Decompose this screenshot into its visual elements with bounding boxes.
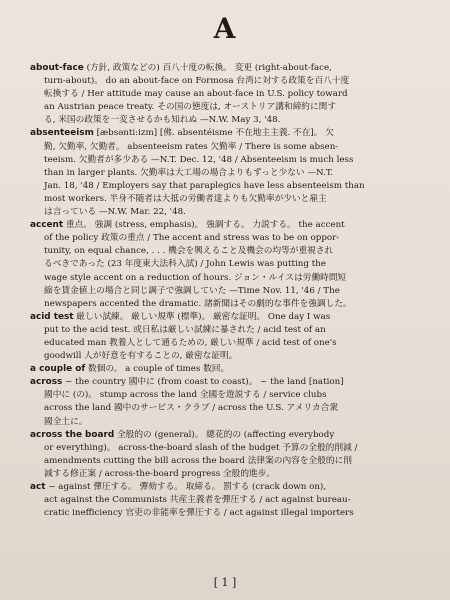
entry-line: 厳しい試練。 厳しい規準 (標準)。 厳密な証明。 One day I was bbox=[73, 311, 331, 322]
entry-headword: accent bbox=[30, 220, 64, 231]
entry-line: ~ the country 國中に (from coast to coast)。 ~ the land [nation] bbox=[62, 377, 344, 388]
entry-first-line bbox=[30, 481, 436, 494]
entry-line: most workers. 半身不随者は大抵の労働者達よりも欠勤率が少いと雇主 bbox=[44, 193, 327, 204]
entry-first-line bbox=[30, 311, 436, 324]
entry-line: turn-about)。 do an about-face on Formosa 台湾に対する政策を百八十度 bbox=[44, 76, 350, 87]
dictionary-entry bbox=[30, 62, 436, 127]
entry-first-line bbox=[30, 376, 436, 389]
entry-line: or everything)。 across-the-board slash of the budget 予算の全般的削減 / bbox=[44, 442, 358, 453]
entry-line: of the policy 政策の重点 / The accent and stress was to be on oppor- bbox=[44, 233, 340, 244]
entry-line: 國全土に。 bbox=[44, 416, 88, 427]
entry-headword: about-face bbox=[30, 63, 84, 73]
entry-line: 縮を賃金値上の場合と同じ調子で強調していた —Time Nov. 11, '46 / The bbox=[44, 285, 340, 296]
entry-line: cratic inefficiency 官吏の非能率を彈圧する / act against illegal importers bbox=[44, 508, 354, 519]
entry-line: (方針, 政策などの) 百八十度の転換。 変更 (right-about-face, bbox=[83, 63, 332, 73]
entry-line: 転換する / Her attitude may cause an about-face in U.S. policy toward bbox=[44, 89, 348, 100]
page-number: [ 1 ] bbox=[213, 576, 237, 589]
entry-headword: act bbox=[30, 482, 46, 492]
entry-line: Jan. 18, '48 / Employers say that paraplegics have less absenteeism than bbox=[44, 180, 365, 191]
entry-first-line bbox=[30, 363, 436, 376]
entry-line: 國中に (の)。 stump across the land 全國を遊説する / service clubs bbox=[44, 390, 327, 401]
entry-line: newspapers accented the dramatic. 諸新聞はその劇的な事件を強調した。 bbox=[44, 298, 352, 309]
entry-first-line bbox=[30, 127, 436, 140]
entry-line: goodwill 人が好意を有することの, 厳密な証明。 bbox=[44, 351, 238, 362]
entry-line: tunity, on equal chance, . . . 機会を興えること及機会の均等が重視され bbox=[44, 246, 334, 257]
dictionary-entry bbox=[30, 481, 436, 520]
entry-line: 全般的の (general)。 總花的の (affecting everybody bbox=[114, 429, 335, 440]
entry-line: teeism. 欠勤者が多少ある —N.T. Dec. 12, '48 / Absenteeism is much less bbox=[44, 154, 354, 165]
entry-line: across the land 國中のサービス・クラブ / across the U.S. アメリカ合衆 bbox=[44, 403, 339, 414]
entry-line: 勤, 欠勤率, 欠勤者。 absenteeism rates 欠勤率 / There is some absen- bbox=[44, 141, 339, 152]
entry-line: は言っている —N.W. Mar. 22, '48. bbox=[44, 207, 186, 218]
dictionary-entry bbox=[30, 429, 436, 481]
entry-first-line bbox=[30, 429, 436, 442]
entry-line: 減する修正案 / across-the-board progress 全般的進步。 bbox=[44, 468, 276, 479]
entry-line: amendments cutting the bill across the board 法律案の內容を全般的に削 bbox=[44, 455, 352, 466]
dictionary-entry bbox=[30, 127, 436, 219]
entry-list bbox=[30, 62, 436, 520]
entry-line: る, 米国の政策を一変させるかも知れぬ —N.W. May 3, '48. bbox=[44, 115, 281, 126]
entry-first-line bbox=[30, 62, 436, 75]
entry-line: [æbsənti:izm] [佛. absentéisme 不在地主主義. 不在]。 欠 bbox=[93, 128, 334, 139]
entry-line: an Austrian peace treaty. その国の態度は, オーストリア講和締約に関す bbox=[44, 102, 337, 113]
entry-line: 数個の。 a couple of times 数回。 bbox=[85, 364, 230, 375]
entry-headword: across the board bbox=[30, 429, 115, 440]
entry-headword: a couple of bbox=[30, 364, 86, 375]
dictionary-entry bbox=[30, 311, 436, 363]
section-letter-heading: A bbox=[213, 12, 237, 45]
entry-line: 重点。 強調 (stress, emphasis)。 強調する。 力説する。 the accent bbox=[63, 220, 345, 231]
entry-line: るべきであった (23 年度東大法科入試) / John Lewis was putting the bbox=[44, 259, 326, 270]
entry-line: put to the acid test. 或日私は厳しい試練に暴された / acid test of an bbox=[44, 324, 326, 335]
entry-line: educated man 教養人として通るための, 厳しい規準 / acid test of one's bbox=[44, 337, 337, 348]
entry-headword: across bbox=[30, 377, 63, 388]
dictionary-entry bbox=[30, 219, 436, 311]
entry-line: than in larger plants. 欠勤率は大工場の場合よりもずっと少ない —N.T. bbox=[44, 167, 334, 178]
dictionary-entry bbox=[30, 376, 436, 428]
entry-headword: absenteeism bbox=[30, 128, 94, 139]
entry-line: ~ against 彈圧する。 彈劾する。 取締る。 罰する (crack down on), bbox=[45, 482, 327, 492]
dictionary-entry bbox=[30, 363, 436, 376]
entry-line: wage style accent on a reduction of hours. ジョン・ルイスは労働時間短 bbox=[44, 272, 347, 283]
entry-headword: acid test bbox=[30, 311, 74, 322]
entry-first-line bbox=[30, 219, 436, 232]
entry-line: act against the Communists 共産主義者を彈圧する / act against bureau- bbox=[44, 495, 351, 506]
